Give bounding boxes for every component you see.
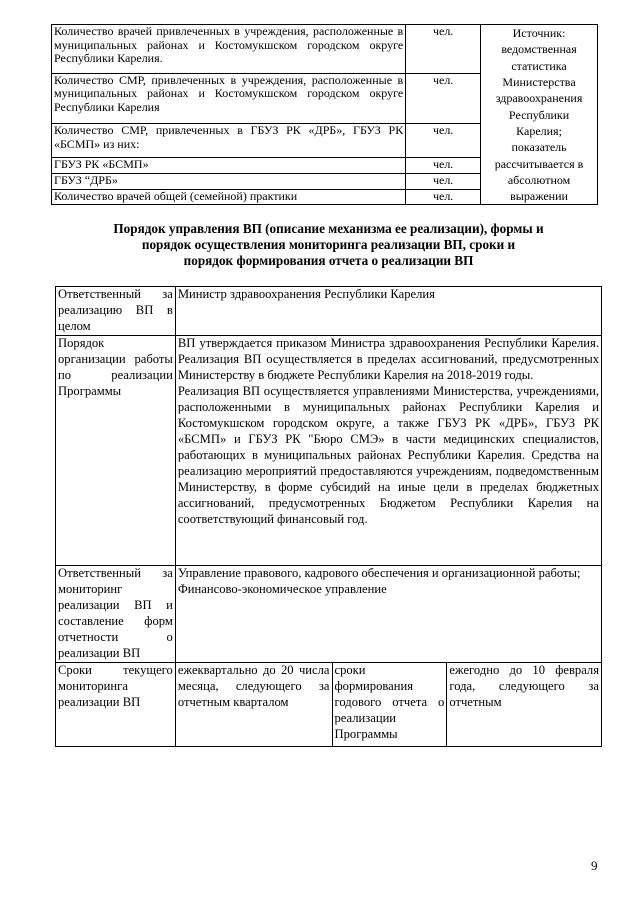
deadlines-current: ежеквартально до 20 числа месяца, следующего за отчетным кварталом (175, 662, 332, 746)
unit-cell: чел. (406, 124, 481, 158)
source-line: здравоохранения (495, 91, 583, 106)
organization-paragraph: ВП утверждается приказом Министра здравоохранения Республики Карелия. Реализация ВП осуществляется в пределах ассигнований, предусмотренных Министерству в бюджете Республики Карелия на 2018-2019 годы. (177, 335, 599, 382)
indicator-cell: Количество врачей общей (семейной) практики (52, 189, 406, 205)
deadlines-report-value: ежегодно до 10 февраля года, следующего за отчетным (447, 662, 602, 746)
heading-line: порядок осуществления мониторинга реализации ВП, сроки и (141, 237, 516, 252)
table-row (56, 565, 602, 662)
unit-cell: чел. (406, 25, 481, 74)
source-line: ведомственная (501, 42, 577, 57)
heading-line: порядок формирования отчета о реализации ВП (183, 253, 474, 268)
indicator-cell: Количество СМР, привлеченных в ГБУЗ РК «ДРБ», ГБУЗ РК «БСМП» из них: (52, 124, 406, 158)
source-line: Карелия; (516, 123, 562, 138)
responsible-value: Министр здравоохранения Республики Карелия (175, 287, 601, 336)
indicators-table (51, 24, 598, 205)
page-number: 9 (591, 858, 598, 873)
section-heading (50, 221, 607, 269)
unit-cell: чел. (406, 173, 481, 189)
organization-paragraph: Реализация ВП осуществляется управлениями Министерства, учреждениями, расположенными в муниципальных районах Республики Карелия и Костомукшском городском округе, а также ГБУЗ РК «ДРБ», ГБУЗ РК «БСМП» и ГБУЗ РК "Бюро СМЭ» в части медицинских специалистов, работающих в муниципальных районах Республики Карелия. Средства на реализацию мероприятий предоставляются учреждениям, подведомственным Министерству, в форме субсидий на иные цели в пределах бюджетных ассигнований, предусмотренных Бюджетом Республики Карелия на соответствующий финансовый год. (177, 383, 599, 526)
indicator-cell: Количество врачей привлеченных в учреждения, расположенные в муниципальных районах и Костомукшском городском округе Республики Карелия. (52, 25, 406, 74)
source-line: Министерства (502, 74, 576, 89)
monitoring-line: Управление правового, кадрового обеспечения и организационной работы; (177, 565, 581, 580)
heading-line: Порядок управления ВП (описание механизма ее реализации), формы и (113, 221, 544, 236)
source-line: Республики (508, 107, 570, 122)
source-line: абсолютном (507, 172, 571, 187)
source-line: Источник: (512, 26, 566, 40)
monitoring-value (175, 565, 601, 662)
source-line: рассчитывается в (494, 156, 584, 171)
organization-label: Порядок организации работы по реализации Программы (56, 335, 176, 565)
deadlines-label: Сроки текущего мониторинга реализации ВП (56, 662, 176, 746)
table-row (56, 662, 602, 746)
organization-value (175, 335, 601, 565)
source-cell (481, 25, 598, 205)
unit-cell: чел. (406, 189, 481, 205)
source-line: статистика (511, 58, 567, 73)
source-line: выражении (510, 189, 568, 204)
monitoring-label: Ответственный за мониторинг реализации ВП и составление форм отчетности о реализации ВП (56, 565, 176, 662)
indicator-cell: Количество СМР, привлеченных в учреждения, расположенные в муниципальных районах и Костомукшском городском округе Республики Карелия (52, 73, 406, 124)
table-row (56, 335, 602, 565)
management-table (55, 286, 602, 747)
table-row (56, 287, 602, 336)
deadlines-report-label: сроки формирования годового отчета о реализации Программы (332, 662, 447, 746)
indicator-cell: ГБУЗ “ДРБ» (52, 173, 406, 189)
indicator-cell: ГБУЗ РК «БСМП» (52, 157, 406, 173)
source-line: показатель (511, 140, 567, 155)
unit-cell: чел. (406, 157, 481, 173)
unit-cell: чел. (406, 73, 481, 124)
responsible-label: Ответственный за реализацию ВП в целом (56, 287, 176, 336)
table-row (52, 25, 598, 74)
monitoring-line: Финансово-экономическое управление (177, 581, 387, 596)
